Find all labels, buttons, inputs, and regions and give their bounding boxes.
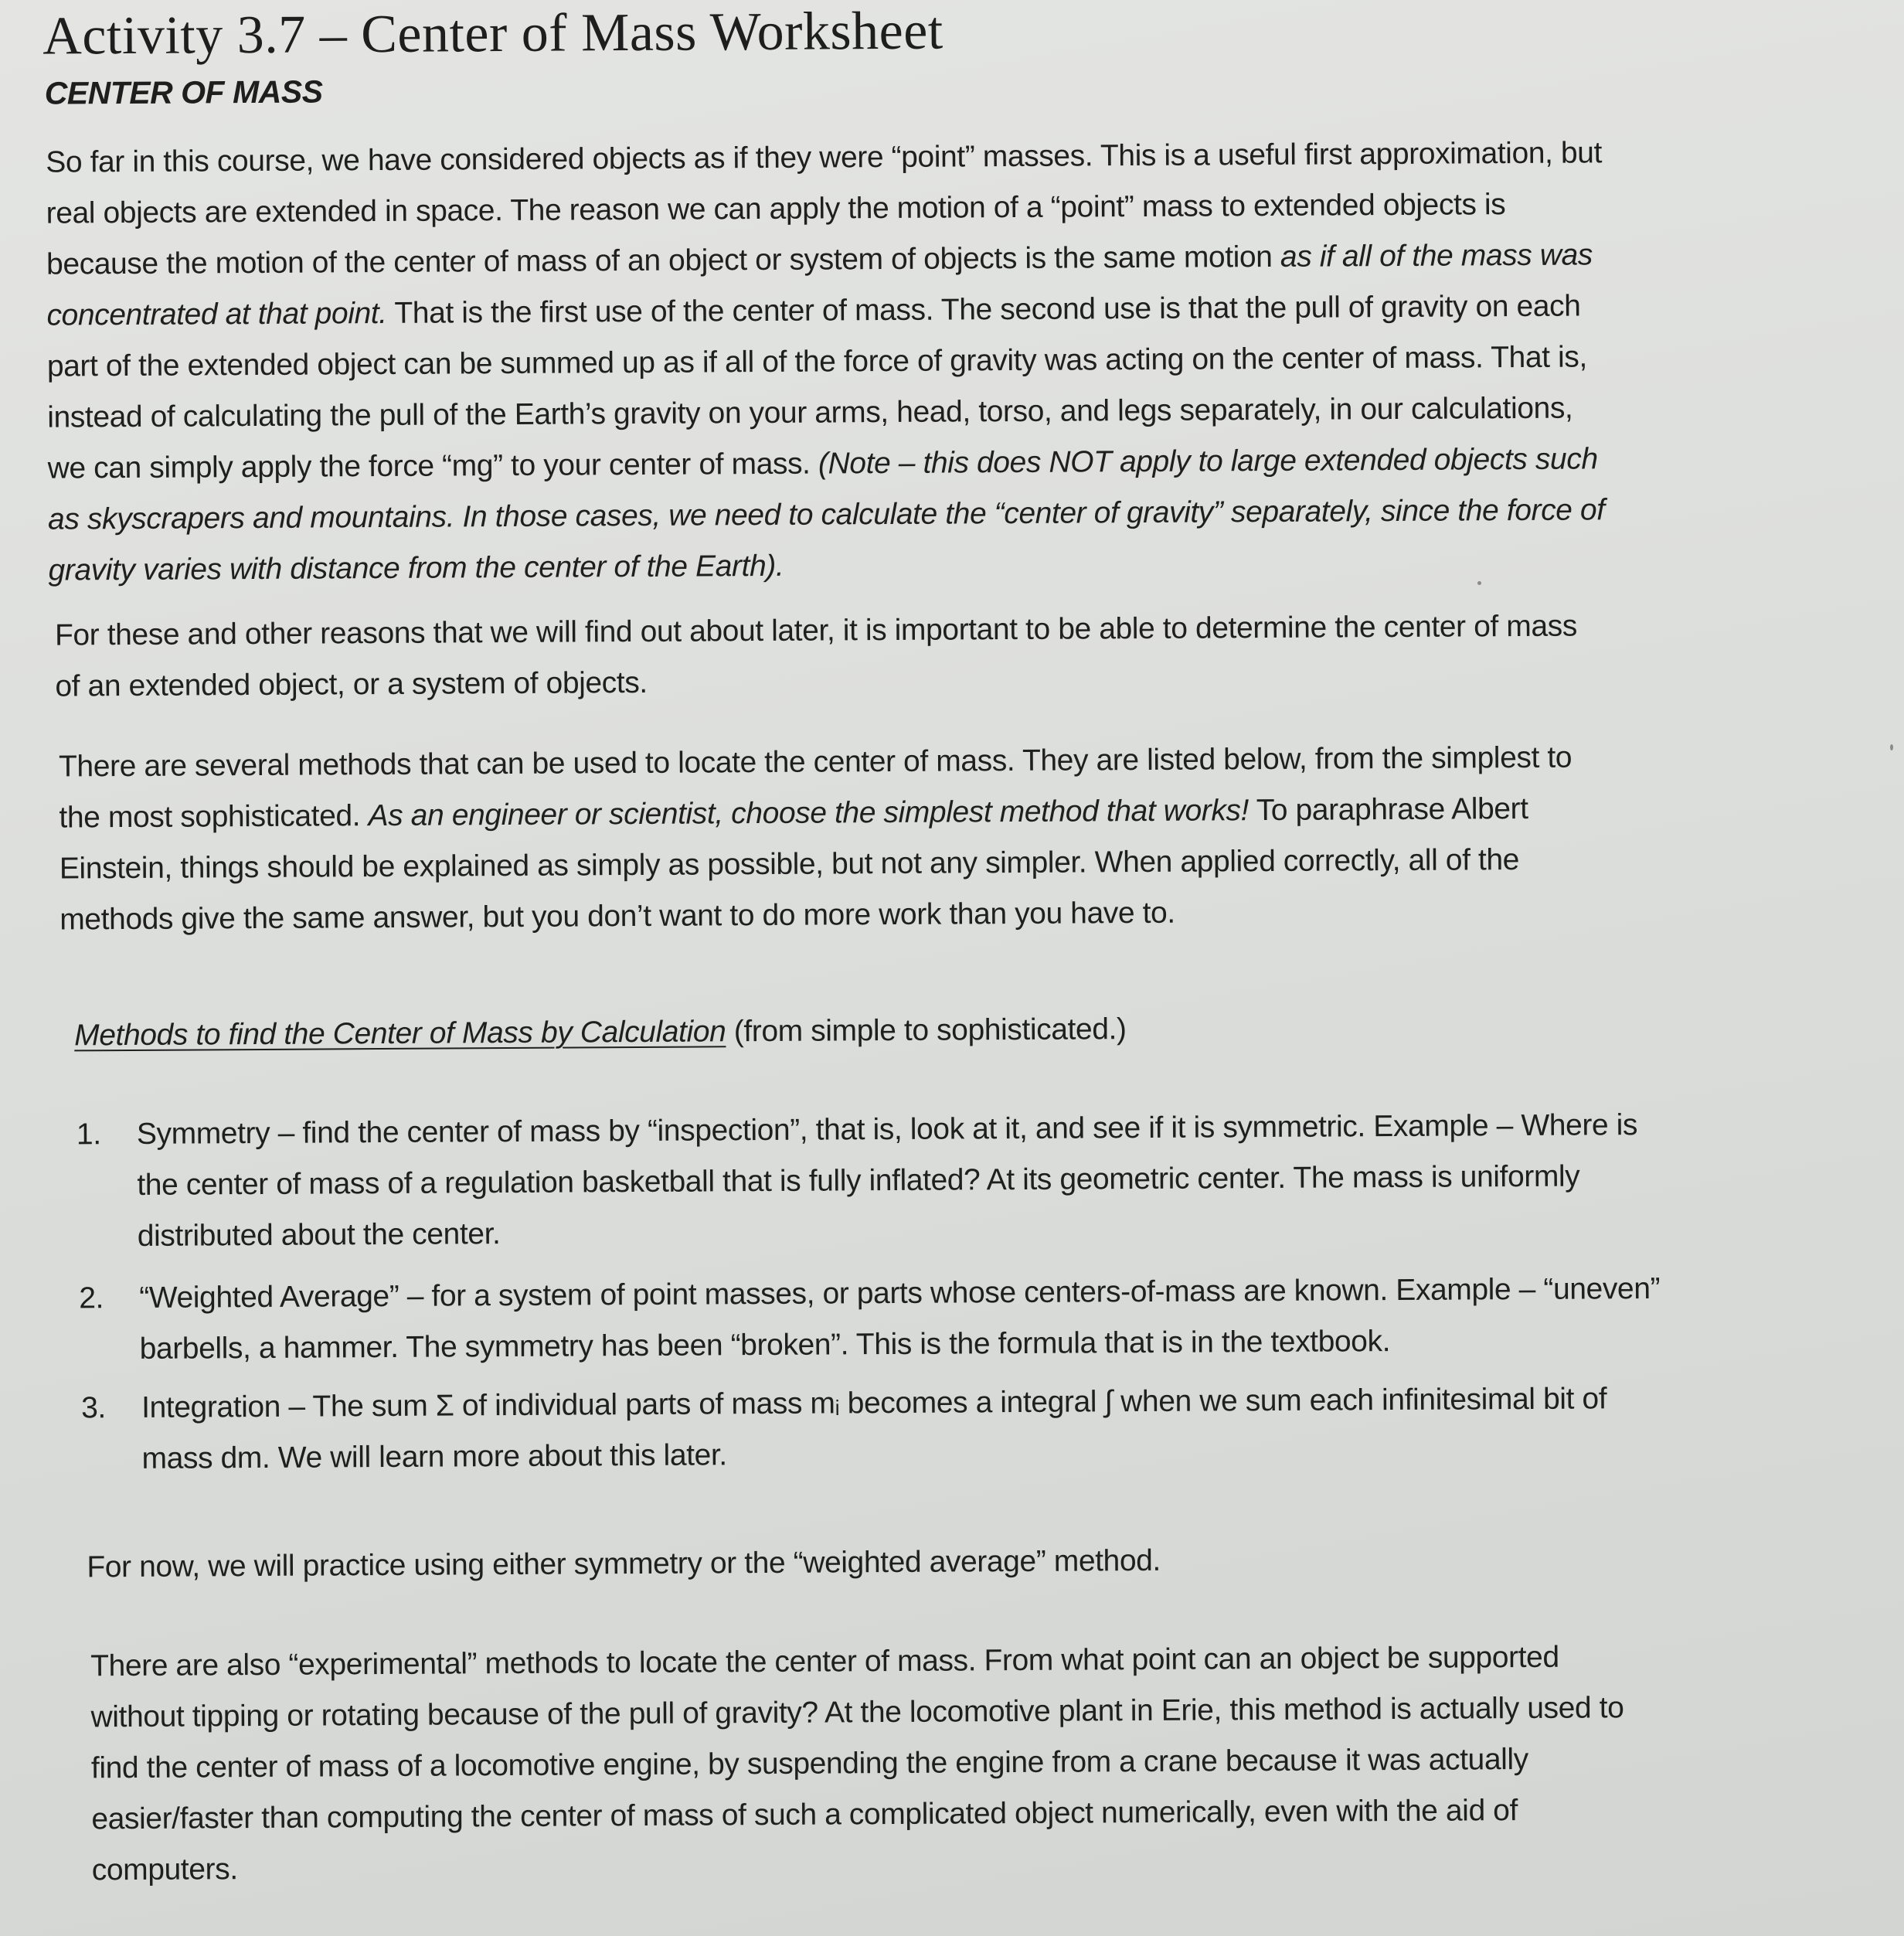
section-subtitle: CENTER OF MASS <box>44 73 323 111</box>
list-number: 3. <box>80 1391 106 1425</box>
intro-line: part of the extended object can be summed up as if all of the force of gravity was acting on the center of mass. That is, <box>46 340 1587 383</box>
page-title: Activity 3.7 – Center of Mass Worksheet <box>42 1 944 66</box>
method-item-symmetry <box>76 1098 1869 1253</box>
intro-note-line: as skyscrapers and mountains. In those cases, we need to calculate the “center of gravity” separately, since the force of <box>47 493 1605 536</box>
method-line: mass dm. We will learn more about this later. <box>141 1438 727 1475</box>
paper-speck <box>1477 581 1481 585</box>
experimental-line: easier/faster than computing the center of mass of such a complicated object numerically, even with the aid of <box>91 1794 1518 1836</box>
method-text <box>141 1373 1607 1485</box>
method-line: distributed about the center. <box>137 1217 501 1253</box>
methods-intro-text: the most sophisticated. <box>59 799 369 835</box>
intro-emphasis: as if all of the mass was <box>1280 238 1593 274</box>
method-line: Integration – The sum Σ of individual parts of mass mᵢ becomes a integral ∫ when we sum each infinitesimal bit of <box>141 1382 1607 1424</box>
methods-intro-line: methods give the same answer, but you don’t want to do more work than you have to. <box>60 896 1175 937</box>
method-text <box>139 1264 1661 1375</box>
method-line: barbells, a hammer. The symmetry has been “broken”. This is the formula that is in the textbook. <box>139 1325 1391 1366</box>
methods-heading-note: (from simple to sophisticated.) <box>726 1012 1127 1049</box>
experimental-line: There are also “experimental” methods to locate the center of mass. From what point can an object be supported <box>90 1640 1559 1683</box>
method-item-integration <box>80 1372 1874 1475</box>
experimental-line: without tipping or rotating because of the pull of gravity? At the locomotive plant in Erie, this method is actually used to <box>90 1691 1624 1734</box>
method-line: “Weighted Average” – for a system of point masses, or parts whose centers-of-mass are known. Example – “uneven” <box>139 1271 1661 1315</box>
intro-note: (Note – this does NOT apply to large extended objects such <box>818 442 1598 481</box>
intro-emphasis: concentrated at that point. <box>46 296 387 332</box>
intro-line: So far in this course, we have considered objects as if they were “point” masses. This is a useful first approximation, but <box>46 136 1603 179</box>
methods-intro-line: Einstein, things should be explained as simply as possible, but not any simpler. When applied correctly, all of the <box>59 843 1520 886</box>
intro-text: That is the first use of the center of mass. The second use is that the pull of gravity on each <box>386 289 1581 330</box>
intro-paragraph <box>46 126 1841 596</box>
method-line: the center of mass of a regulation basketball that is fully inflated? At its geometric center. The mass is uniformly <box>137 1159 1580 1202</box>
methods-intro-emphasis: As an engineer or scientist, choose the simplest method that works! <box>368 794 1250 833</box>
experimental-paragraph <box>90 1630 1885 1896</box>
paper-speck <box>1890 744 1893 750</box>
methods-intro-paragraph <box>59 730 1853 945</box>
reasons-line: of an extended object, or a system of objects. <box>55 665 648 703</box>
intro-note-line: gravity varies with distance from the center of the Earth). <box>48 549 784 587</box>
methods-heading-title: Methods to find the Center of Mass by Calculation <box>74 1015 726 1053</box>
method-text <box>137 1100 1638 1262</box>
methods-heading <box>74 1004 1127 1061</box>
practice-note <box>87 1531 1879 1593</box>
reasons-line: For these and other reasons that we will find out about later, it is important to be able to determine the center of mass <box>54 609 1577 652</box>
experimental-line: find the center of mass of a locomotive engine, by suspending the engine from a crane because it was actually <box>90 1742 1528 1785</box>
practice-note-line: For now, we will practice using either symmetry or the “weighted average” method. <box>87 1543 1161 1584</box>
intro-line: real objects are extended in space. The reason we can apply the motion of a “point” mass to extended objects is <box>46 188 1506 230</box>
list-number: 1. <box>76 1118 101 1152</box>
method-line: Symmetry – find the center of mass by “inspection”, that is, look at it, and see if it is symmetric. Example – Where is <box>136 1108 1638 1151</box>
list-number: 2. <box>79 1281 104 1315</box>
intro-text: we can simply apply the force “mg” to your center of mass. <box>47 447 819 485</box>
method-item-weighted-average <box>79 1262 1872 1366</box>
methods-intro-line: There are several methods that can be used to locate the center of mass. They are listed below, from the simplest to <box>58 740 1572 784</box>
intro-line: instead of calculating the pull of the Earth’s gravity on your arms, head, torso, and legs separately, in our calculations, <box>47 391 1573 434</box>
methods-intro-text: To paraphrase Albert <box>1248 791 1528 828</box>
experimental-line: computers. <box>91 1853 238 1887</box>
intro-text: because the motion of the center of mass of an object or system of objects is the same motion <box>46 240 1281 281</box>
reasons-paragraph <box>55 599 1848 712</box>
